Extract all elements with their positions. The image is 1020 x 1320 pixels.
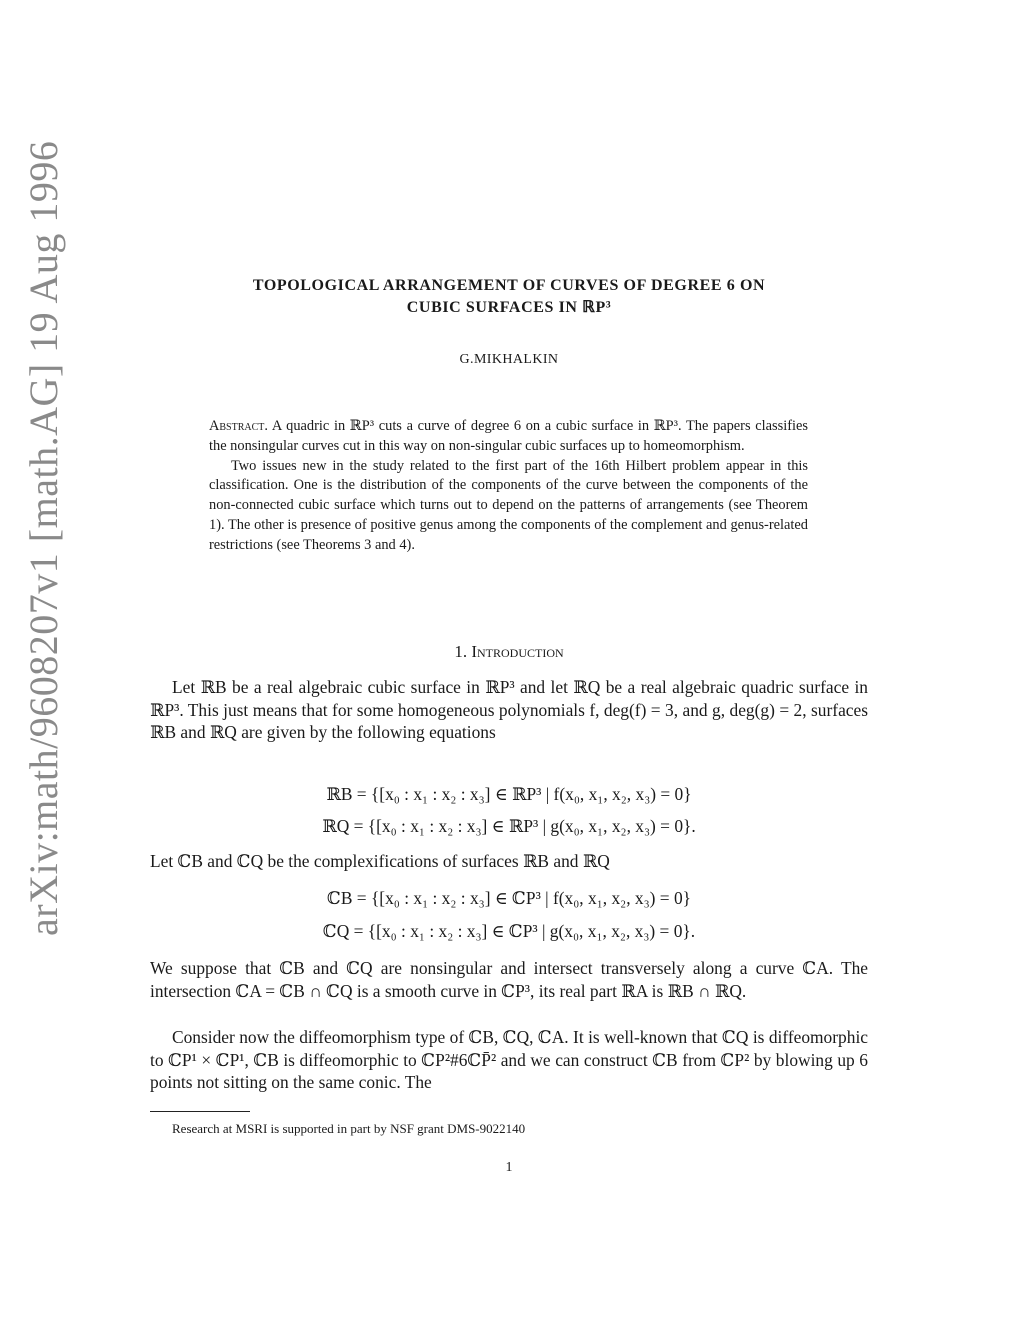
paragraph-text: We suppose that ℂB and ℂQ are nonsingular and intersect transversely along a curve ℂA. The intersection ℂA = ℂB ∩ ℂQ is a smooth curve in ℂP³, its real part ℝA is ℝB ∩ ℝQ.	[150, 958, 868, 1001]
paragraph-text: Let ℝB be a real algebraic cubic surface in ℝP³ and let ℝQ be a real algebraic quadric surface in ℝP³. This just means that for some homogeneous polynomials f, deg(f) = 3, and g, deg(g) = 2, surfaces ℝB and ℝQ are given by the following equations	[150, 677, 868, 743]
arxiv-sidebar-stamp: arXiv:math/9608207v1 [math.AG] 19 Aug 1996	[21, 140, 66, 936]
paragraph-text: Consider now the diffeomorphism type of ℂB, ℂQ, ℂA. It is well-known that ℂQ is diffeomorphic to ℂP¹ × ℂP¹, ℂB is diffeomorphic to ℂP²#6ℂP̄² and we can construct ℂB from ℂP² by blowing up 6 points not sitting on the same conic. The	[150, 1027, 868, 1093]
equation-cq: ℂQ = {[x₀ : x₁ : x₂ : x₃] ∈ ℂP³ | g(x₀, x₁, x₂, x₃) = 0}.	[322, 921, 696, 941]
paper-title-line-2: CUBIC SURFACES IN ℝP³	[406, 299, 612, 316]
equation-rb: ℝB = {[x₀ : x₁ : x₂ : x₃] ∈ ℝP³ | f(x₀, x₁, x₂, x₃) = 0}	[326, 784, 692, 804]
abstract-paragraph-1: A quadric in ℝP³ cuts a curve of degree 6 on a cubic surface in ℝP³. The papers classifies the nonsingular curves cut in this way on non-singular cubic surfaces up to homeomorphism.	[209, 418, 808, 454]
abstract	[209, 417, 808, 556]
equation-rq: ℝQ = {[x₀ : x₁ : x₂ : x₃] ∈ ℝP³ | g(x₀, x₁, x₂, x₃) = 0}.	[322, 816, 696, 836]
paragraph-text: Let ℂB and ℂQ be the complexifications of surfaces ℝB and ℝQ	[150, 851, 610, 871]
footnote: Research at MSRI is supported in part by NSF grant DMS-9022140	[172, 1121, 526, 1136]
section-number: 1.	[454, 642, 468, 661]
body-paragraph-1	[150, 676, 868, 744]
section-title: Introduction	[471, 642, 564, 661]
section-heading	[150, 642, 868, 662]
abstract-label: Abstract.	[209, 418, 268, 434]
body-paragraph-2	[150, 850, 868, 873]
equation-cb: ℂB = {[x₀ : x₁ : x₂ : x₃] ∈ ℂP³ | f(x₀, x₁, x₂, x₃) = 0}	[327, 888, 691, 908]
paper-title-line-1: TOPOLOGICAL ARRANGEMENT OF CURVES OF DEGREE 6 ON	[252, 277, 766, 294]
body-paragraph-4	[150, 1026, 868, 1094]
author-name: G.MIKHALKIN	[459, 352, 559, 367]
footnote-rule	[150, 1111, 250, 1112]
abstract-paragraph-2: Two issues new in the study related to the first part of the 16th Hilbert problem appear in this classification. One is the distribution of the components of the curve between the components of the non-connected cubic surface which turns out to depend on the patterns of arrangements (see Theorem 1). The other is presence of positive genus among the components of the complement and genus-related restrictions (see Theorems 3 and 4).	[209, 457, 808, 553]
page-number: 1	[505, 1160, 513, 1175]
body-paragraph-3	[150, 957, 868, 1002]
